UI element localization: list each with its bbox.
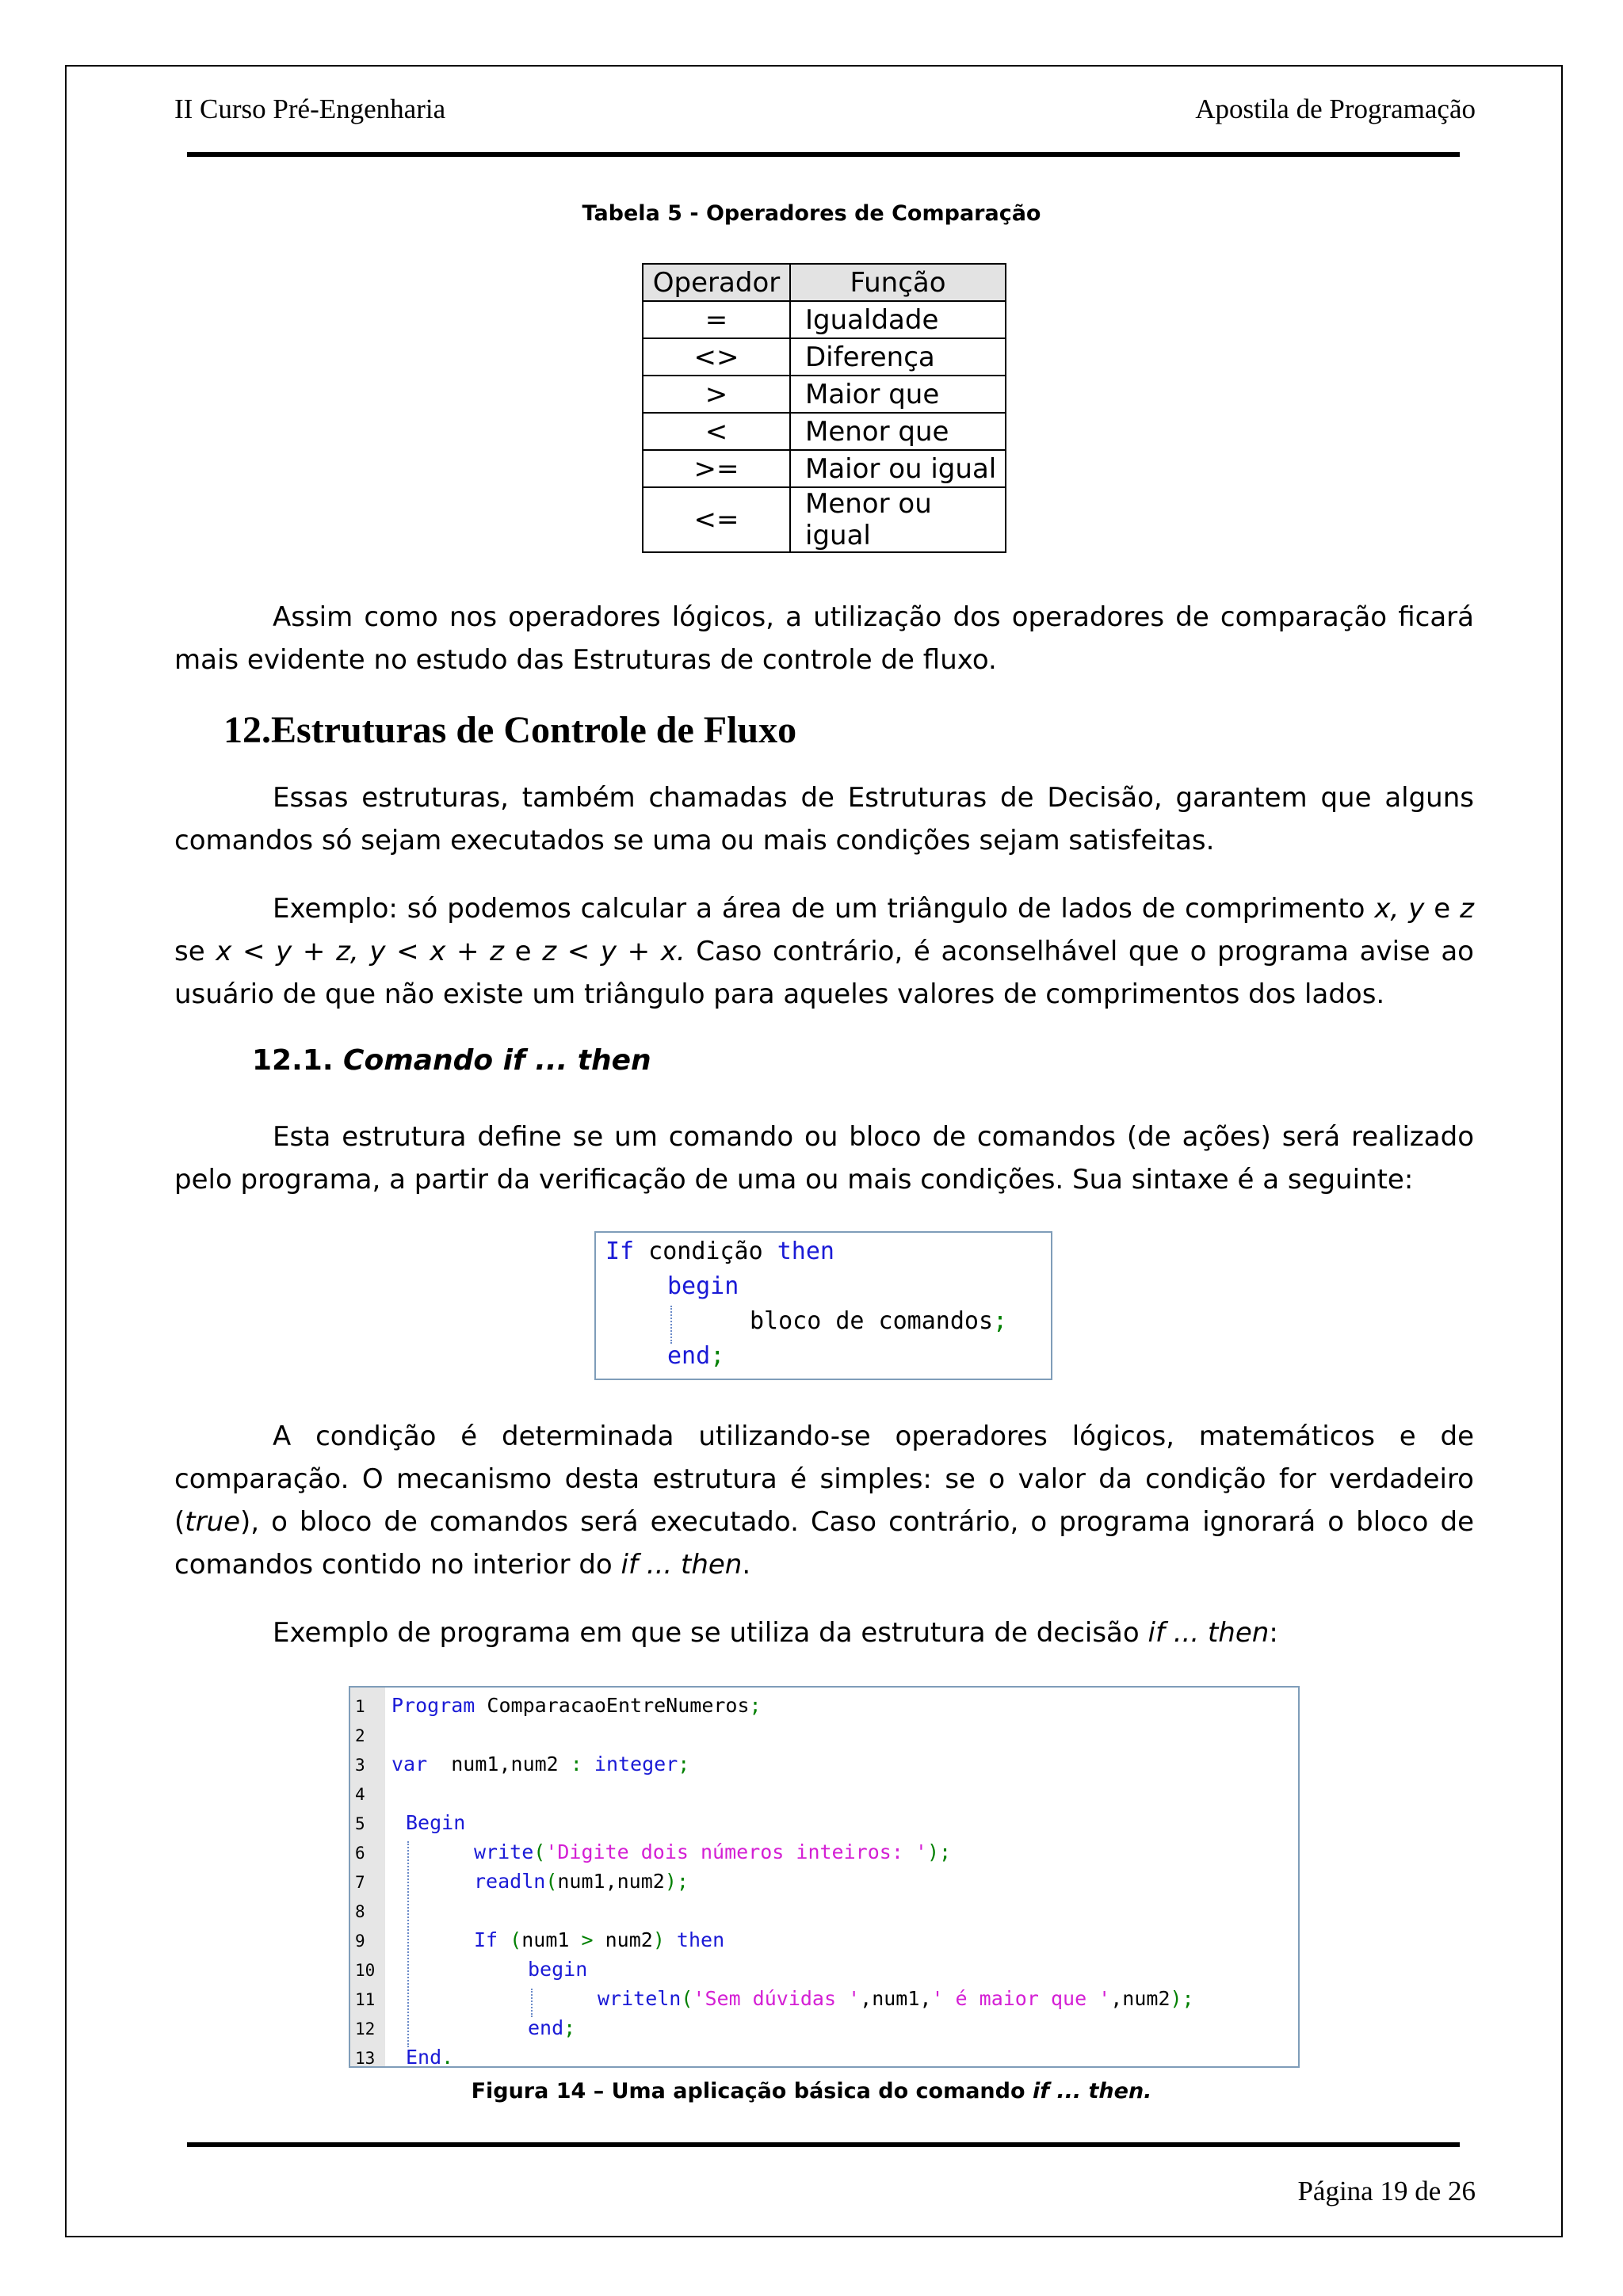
table-row bbox=[643, 487, 1006, 552]
line-number: 3 bbox=[355, 1756, 365, 1775]
table-header-row bbox=[643, 264, 1006, 301]
line-number: 8 bbox=[355, 1902, 365, 1921]
line-number: 10 bbox=[355, 1961, 376, 1980]
code-line: readln(num1,num2); bbox=[474, 1870, 689, 1893]
table-cell-operator: <= bbox=[643, 487, 790, 552]
table-cell-operator: > bbox=[643, 376, 790, 413]
table-row bbox=[643, 338, 1006, 376]
line-number: 6 bbox=[355, 1844, 365, 1863]
code-line: end; bbox=[667, 1342, 725, 1370]
footer-rule bbox=[187, 2142, 1460, 2147]
line-number: 13 bbox=[355, 2049, 376, 2068]
line-number: 4 bbox=[355, 1785, 365, 1804]
paragraph: Essas estruturas, também chamadas de Estruturas de Decisão, garantem que alguns comandos só sejam executados se uma ou mais condições sejam satisfeitas. bbox=[174, 782, 1474, 856]
code-line: write('Digite dois números inteiros: '); bbox=[474, 1840, 952, 1863]
paragraph: Assim como nos operadores lógicos, a utilização dos operadores de comparação ficará mais evidente no estudo das Estruturas de controle de fluxo. bbox=[174, 601, 1474, 676]
code-line: var num1,num2 : integer; bbox=[391, 1753, 690, 1775]
code-line: begin bbox=[528, 1958, 588, 1981]
line-number: 12 bbox=[355, 2019, 376, 2039]
indent-guide bbox=[670, 1306, 672, 1344]
subsection-heading: 12.1. Comando if ... then bbox=[252, 1044, 651, 1077]
paragraph: A condição é determinada utilizando-se operadores lógicos, matemáticos e de comparação. O mecanismo desta estrutura é simples: se o valor da condição for verdadeiro (true), o bloco de comandos será executado. Caso contrário, o programa ignorará o bloco de comandos contido no interior do if ... then. bbox=[174, 1421, 1474, 1581]
code-line: end; bbox=[528, 2016, 576, 2039]
code-line: If (num1 > num2) then bbox=[474, 1928, 725, 1951]
indent-guide bbox=[407, 1841, 409, 2047]
line-number: 5 bbox=[355, 1814, 365, 1833]
paragraph: Esta estrutura define se um comando ou bloco de comandos (de ações) será realizado pelo programa, a partir da verificação de uma ou mais condições. Sua sintaxe é a seguinte: bbox=[174, 1121, 1474, 1196]
code-line: bloco de comandos; bbox=[750, 1307, 1008, 1335]
table-cell-operator: < bbox=[643, 413, 790, 450]
table-cell-function: Maior que bbox=[790, 376, 1006, 413]
table-cell-function: Igualdade bbox=[790, 301, 1006, 338]
syntax-code-box bbox=[594, 1231, 1052, 1380]
program-code-box bbox=[349, 1686, 1300, 2068]
line-number: 7 bbox=[355, 1873, 365, 1892]
line-number: 1 bbox=[355, 1697, 365, 1716]
code-line: Begin bbox=[406, 1811, 466, 1834]
table-row bbox=[643, 450, 1006, 487]
table-cell-operator: >= bbox=[643, 450, 790, 487]
code-line: writeln('Sem dúvidas ',num1,' é maior que ',num2); bbox=[598, 1987, 1194, 2010]
line-number: 9 bbox=[355, 1932, 365, 1951]
header-rule bbox=[187, 152, 1460, 157]
table-header-cell: Função bbox=[790, 264, 1006, 301]
table-row bbox=[643, 413, 1006, 450]
line-number: 2 bbox=[355, 1726, 365, 1745]
table-caption: Tabela 5 - Operadores de Comparação bbox=[582, 201, 1041, 226]
table-row bbox=[643, 376, 1006, 413]
indent-guide bbox=[531, 1989, 533, 2017]
section-heading: 12.Estruturas de Controle de Fluxo bbox=[223, 709, 797, 751]
table-header-cell: Operador bbox=[643, 264, 790, 301]
paragraph-example: Exemplo: só podemos calcular a área de um triângulo de lados de comprimento x, y e z se x < y + z, y < x + z e z < y + x. Caso contrário, é aconselhável que o programa avise ao usuário de que não existe um triângulo para aqueles valores de comprimentos dos lados. bbox=[174, 893, 1474, 1010]
comparison-operators-table bbox=[642, 263, 1006, 553]
table-cell-function: Menor que bbox=[790, 413, 1006, 450]
table-cell-operator: = bbox=[643, 301, 790, 338]
table-row bbox=[643, 301, 1006, 338]
line-number: 11 bbox=[355, 1990, 376, 2009]
table-cell-function: Menor ou igual bbox=[790, 487, 1006, 552]
table-cell-function: Maior ou igual bbox=[790, 450, 1006, 487]
page-number: Página 19 de 26 bbox=[1297, 2176, 1476, 2206]
code-line: Program ComparacaoEntreNumeros; bbox=[391, 1694, 762, 1717]
paragraph: Exemplo de programa em que se utiliza da estrutura de decisão if ... then: bbox=[273, 1617, 1278, 1649]
header-title: Apostila de Programação bbox=[1195, 93, 1476, 124]
code-line: begin bbox=[667, 1272, 739, 1300]
figure-caption: Figura 14 – Uma aplicação básica do comando if ... then. bbox=[471, 2079, 1152, 2103]
table-cell-operator: <> bbox=[643, 338, 790, 376]
table-cell-function: Diferença bbox=[790, 338, 1006, 376]
code-line: End. bbox=[406, 2046, 454, 2069]
code-line: If condição then bbox=[605, 1238, 834, 1265]
header-course: II Curso Pré-Engenharia bbox=[174, 93, 446, 124]
